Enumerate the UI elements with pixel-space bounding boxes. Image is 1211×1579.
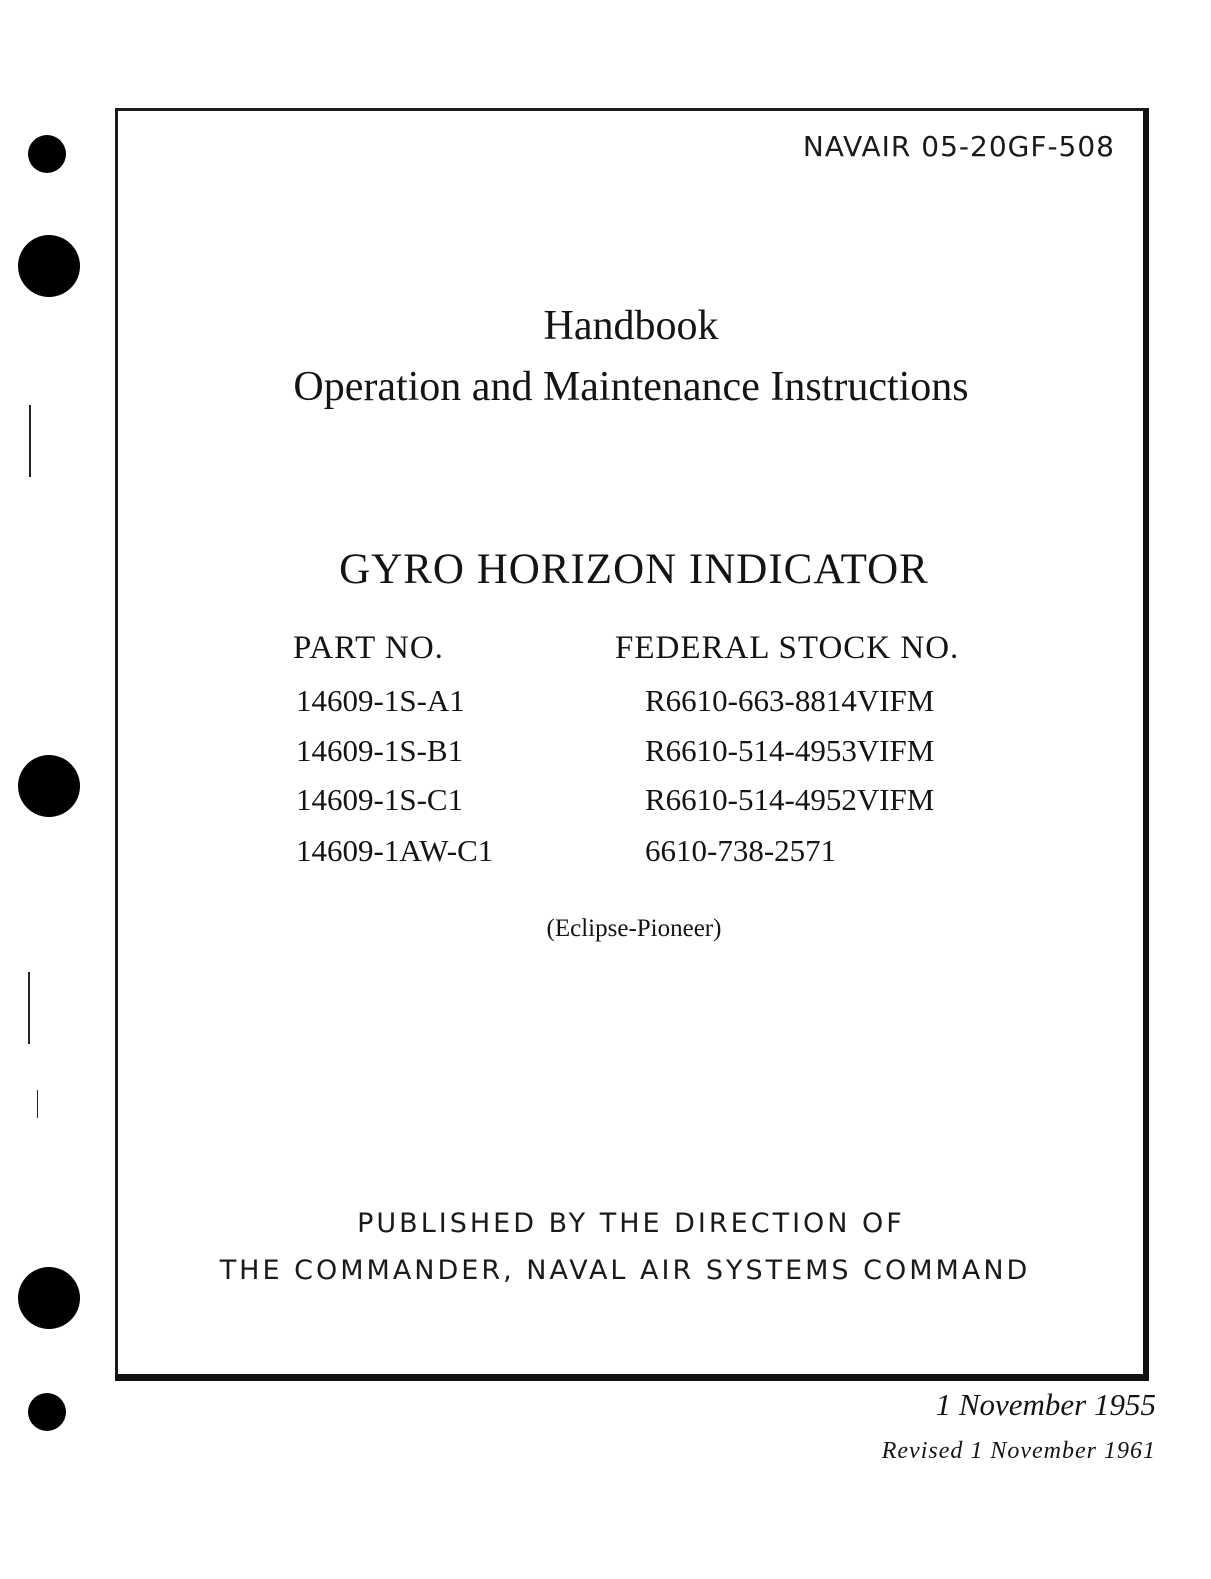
- title-operation-maintenance: Operation and Maintenance Instructions: [293, 364, 969, 410]
- stock-number: R6610-514-4953VIFM: [645, 733, 935, 768]
- document-number: NAVAIR 05-20GF-508: [802, 130, 1115, 163]
- part-number: 14609-1S-B1: [296, 733, 464, 768]
- stock-number: R6610-663-8814VIFM: [645, 683, 935, 718]
- revision-date: Revised 1 November 1961: [881, 1438, 1156, 1464]
- punch-hole: [28, 1393, 66, 1431]
- punch-hole: [18, 235, 80, 297]
- part-no-heading: PART NO.: [293, 630, 444, 666]
- part-number: 14609-1S-A1: [296, 683, 465, 718]
- manufacturer: (Eclipse-Pioneer): [546, 915, 722, 942]
- stock-number: 6610-738-2571: [645, 833, 837, 868]
- stock-no-heading: FEDERAL STOCK NO.: [615, 630, 960, 666]
- part-number: 14609-1S-C1: [296, 782, 464, 817]
- part-number: 14609-1AW-C1: [296, 833, 494, 868]
- page-border: [115, 108, 1149, 1381]
- stock-number: R6610-514-4952VIFM: [645, 782, 935, 817]
- punch-hole: [28, 135, 66, 173]
- scan-mark: [29, 405, 31, 477]
- title-handbook: Handbook: [543, 303, 719, 349]
- device-title: GYRO HORIZON INDICATOR: [339, 546, 929, 593]
- scan-mark: [28, 972, 30, 1044]
- publisher-line-2: THE COMMANDER, NAVAL AIR SYSTEMS COMMAND: [219, 1255, 1031, 1286]
- punch-hole: [18, 755, 80, 817]
- publisher-line-1: PUBLISHED BY THE DIRECTION OF: [357, 1208, 905, 1239]
- scan-mark: [37, 1090, 38, 1118]
- issue-date: 1 November 1955: [935, 1387, 1156, 1422]
